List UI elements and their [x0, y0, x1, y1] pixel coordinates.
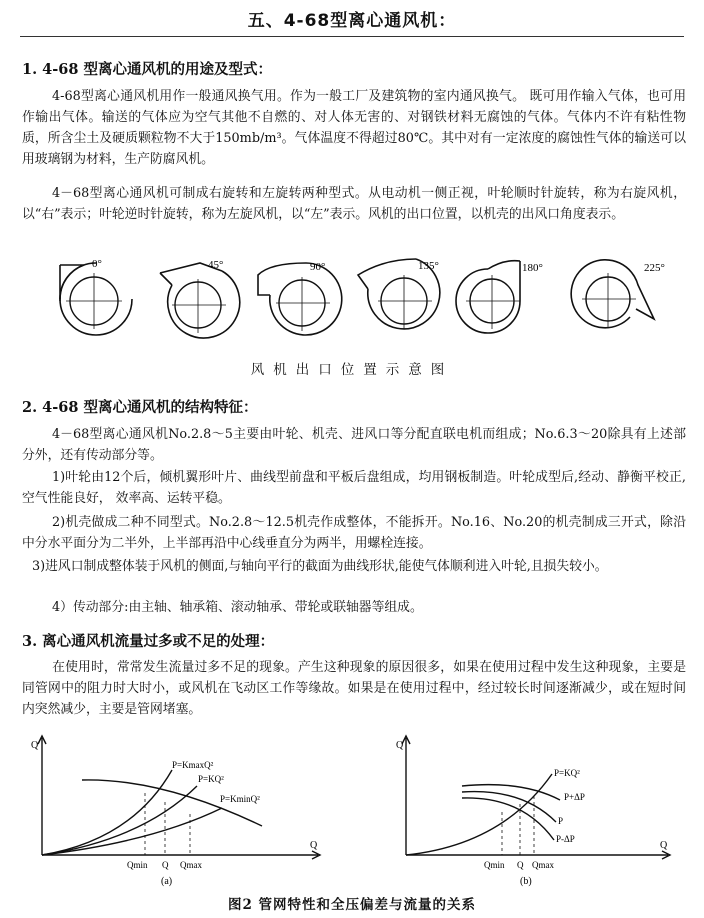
fan-angle-label: 225°: [644, 262, 665, 274]
fan-outlet-45: [152, 255, 242, 340]
section-2-item-4-text: 4）传动部分:由主轴、轴承箱、滚动轴承、带轮或联轴器等组成。: [52, 600, 423, 615]
section-2-item-4: [22, 597, 686, 618]
section-1-heading: 1. 4-68 型离心通风机的用途及型式：: [22, 61, 273, 78]
chart-a-curve-label-3: P=KminQ²: [220, 794, 260, 804]
section-3-paragraph: [22, 657, 686, 720]
chart-a-tick-qmin: Qmin: [127, 860, 148, 870]
fan-outlet-135: [354, 255, 454, 340]
chart-a-xlabel: Q: [310, 840, 318, 851]
section-1-p2-text: 4－68型离心通风机可制成右旋转和左旋转两种型式。从电动机一侧正视，叶轮顺时针旋转，称为右旋风机，以“右”表示；叶轮逆时针旋转，称为左旋风机，以“左”表示。风机的出口位置，以机壳的出风口角度表示。: [22, 186, 686, 222]
section-2-intro: [22, 424, 686, 466]
chart-b-curve-label-4: P-ΔP: [556, 834, 575, 844]
page-title: 五、4-68型离心通风机：: [247, 11, 457, 31]
chart-a-tick-qmax: Qmax: [180, 860, 202, 870]
fan-figure-caption: 风机出口位置示意图: [250, 362, 454, 378]
title-divider: [20, 36, 684, 37]
chart-a-ylabel: Q: [31, 740, 39, 751]
fan-angle-label: 0°: [92, 258, 102, 270]
fan-outlet-90: [250, 255, 350, 340]
section-3-p1-text: 在使用时，常常发生流量过多不足的现象。产生这种现象的原因很多，如果在使用过程中发生这种现象，主要是同管网中的阻力时大时小，或风机在飞动区工作等缘故。如果是在使用过程中，经过较长时间逐渐减少，或在短时间内突然减少，主要是管网堵塞。: [22, 660, 686, 717]
section-2-item-2-text: 2)机壳做成二种不同型式。No.2.8～12.5机壳作成整体，不能拆开。No.16、No.20的机壳制成三开式，除沿中分水平面分为二半外，上半部再沿中心线垂直分为两半，用螺栓连接。: [22, 515, 686, 551]
chart-b-curve-label-2: P+ΔP: [564, 792, 585, 802]
section-2-item-1: [22, 467, 686, 509]
section-1-paragraph-2: [22, 183, 686, 225]
section-3-heading: 3. 离心通风机流量过多或不足的处理：: [22, 633, 275, 650]
chart-b-tick-qmax: Qmax: [532, 860, 554, 870]
chart-a: [22, 730, 332, 892]
chart-b-curve-label-1: P=KQ²: [554, 768, 580, 778]
fan-angle-label: 45°: [208, 259, 224, 271]
chart-b: [392, 730, 682, 892]
figure-2-caption: 图2 管网特性和全压偏差与流量的关系: [227, 897, 477, 913]
chart-a-tick-q: Q: [162, 860, 169, 870]
chart-b-xlabel: Q: [660, 840, 668, 851]
chart-b-ylabel: Q: [396, 740, 404, 751]
fan-outlet-225: [566, 255, 676, 340]
chart-a-curve-label-2: P=KQ²: [198, 774, 224, 784]
fan-outlet-0: [48, 255, 138, 340]
chart-b-sublabel: (b): [520, 876, 532, 887]
fan-angle-label: 135°: [418, 260, 439, 272]
chart-a-sublabel: (a): [161, 876, 173, 887]
section-1-paragraph-1: [22, 86, 686, 170]
curve-system: [406, 774, 552, 855]
chart-b-tick-qmin: Qmin: [484, 860, 505, 870]
fan-angle-label: 180°: [522, 262, 543, 274]
curve-kmin: [42, 808, 222, 855]
section-2-item-2: [22, 512, 686, 554]
section-2-item-1-text: 1)叶轮由12个后，倾机翼形叶片、曲线型前盘和平板后盘组成，均用钢板制造。叶轮成型后,经动、静衡平校正,空气性能良好， 效率高、运转平稳。: [22, 470, 686, 506]
fan-angle-label: 90°: [310, 261, 326, 273]
section-2-heading: 2. 4-68 型离心通风机的结构特征：: [22, 399, 258, 416]
section-2-intro-text: 4－68型离心通风机No.2.8～5主要由叶轮、机壳、进风口等分配直联电机而组成；No.6.3～20除具有上述部分外，还有传动部分等。: [22, 427, 686, 463]
curve-k: [42, 786, 197, 855]
section-2-item-3: [22, 556, 686, 577]
section-1-p1-text: 4-68型离心通风机用作一般通风换气用。作为一般工厂及建筑物的室内通风换气。 既可用作输入气体，也可用作输出气体。输送的气体应为空气其他不自燃的、对人体无害的、对钢铁材料无腐蚀的气体。气体内不许有粘性物质，所含尘土及硬质颗粒物不大于150mb/m³。气体温度不得超过80℃。其中对有一定浓度的腐蚀性气体的输送可以用玻璃钢为材料，生产防腐风机。: [22, 89, 686, 167]
chart-b-tick-q: Q: [517, 860, 524, 870]
chart-a-curve-label-1: P=KmaxQ²: [172, 760, 214, 770]
fan-outlet-180: [454, 255, 554, 340]
section-2-item-3-text: 3)进风口制成整体装于风机的侧面,与轴向平行的截面为曲线形状,能使气体顺利进入叶轮,且损失较小。: [32, 559, 608, 574]
chart-b-curve-label-3: P: [558, 816, 564, 826]
curve-kmax: [42, 770, 172, 855]
